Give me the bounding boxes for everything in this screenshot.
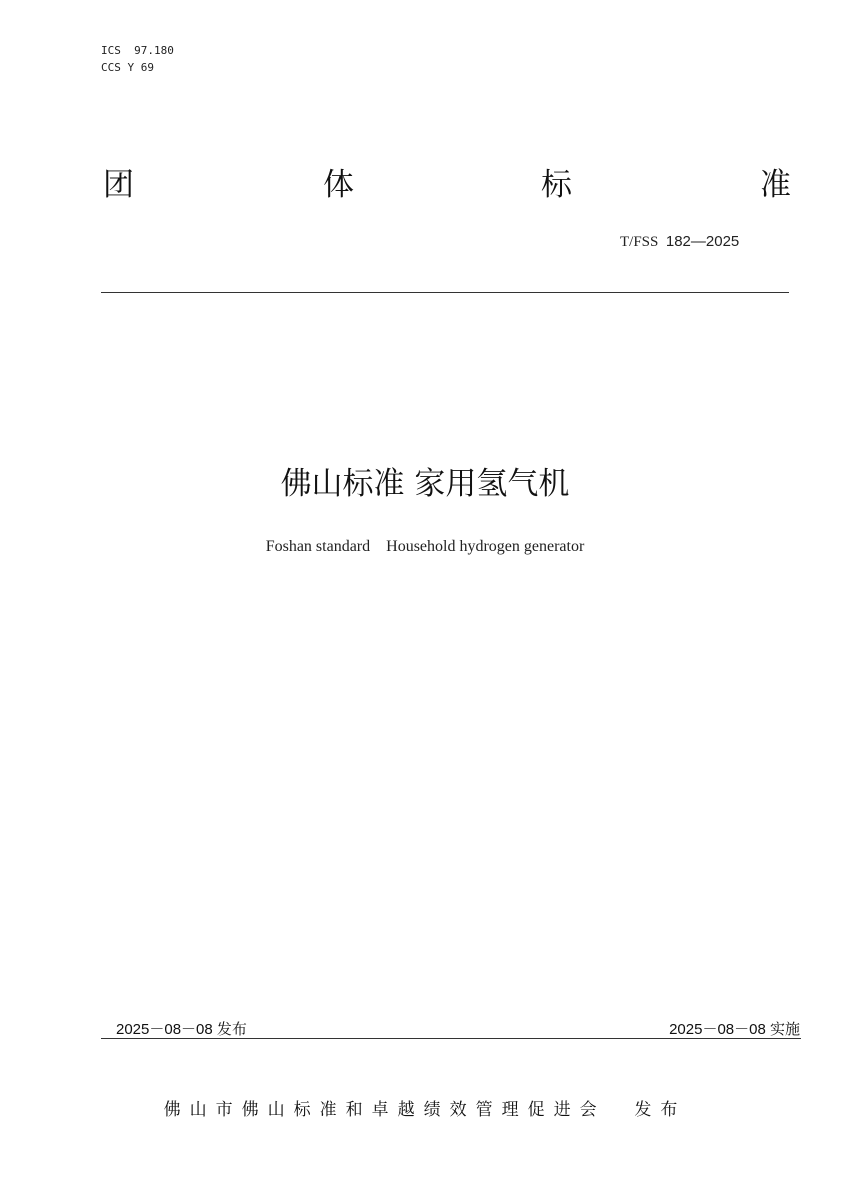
doc-kind-char-4: 准 [760,167,791,203]
doc-kind-char-3: 标 [541,167,572,203]
publisher-action: 发布 [634,1100,687,1120]
implementation-date-label: 实施 [769,1020,800,1038]
classification-codes [101,42,174,76]
ics-code: ICS 97.180 [101,44,174,57]
issue-date-label: 发布 [216,1020,247,1038]
standard-number-prefix: T/FSS [620,234,666,250]
title-english: Foshan standard Household hydrogen generator [265,538,585,555]
header-divider [101,292,789,293]
doc-kind-char-1: 团 [103,167,134,203]
implementation-date [669,1018,800,1039]
title-chinese: 佛山标准 家用氢气机 [280,466,570,502]
standard-number [620,232,739,251]
publisher-org: 佛山市佛山标准和卓越绩效管理促进会 [163,1100,606,1120]
publisher-line [0,1095,850,1120]
implementation-date-value: 2025－08－08 [669,1021,770,1038]
footer-divider [101,1038,801,1039]
ccs-code: CCS Y 69 [101,61,154,74]
document-kind-heading [103,165,795,205]
doc-kind-char-2: 体 [323,167,354,203]
issue-date-value: 2025－08－08 [116,1021,217,1038]
publisher-gap [606,1100,635,1120]
issue-date [116,1018,247,1039]
standard-number-digits: 182—2025 [665,233,740,250]
